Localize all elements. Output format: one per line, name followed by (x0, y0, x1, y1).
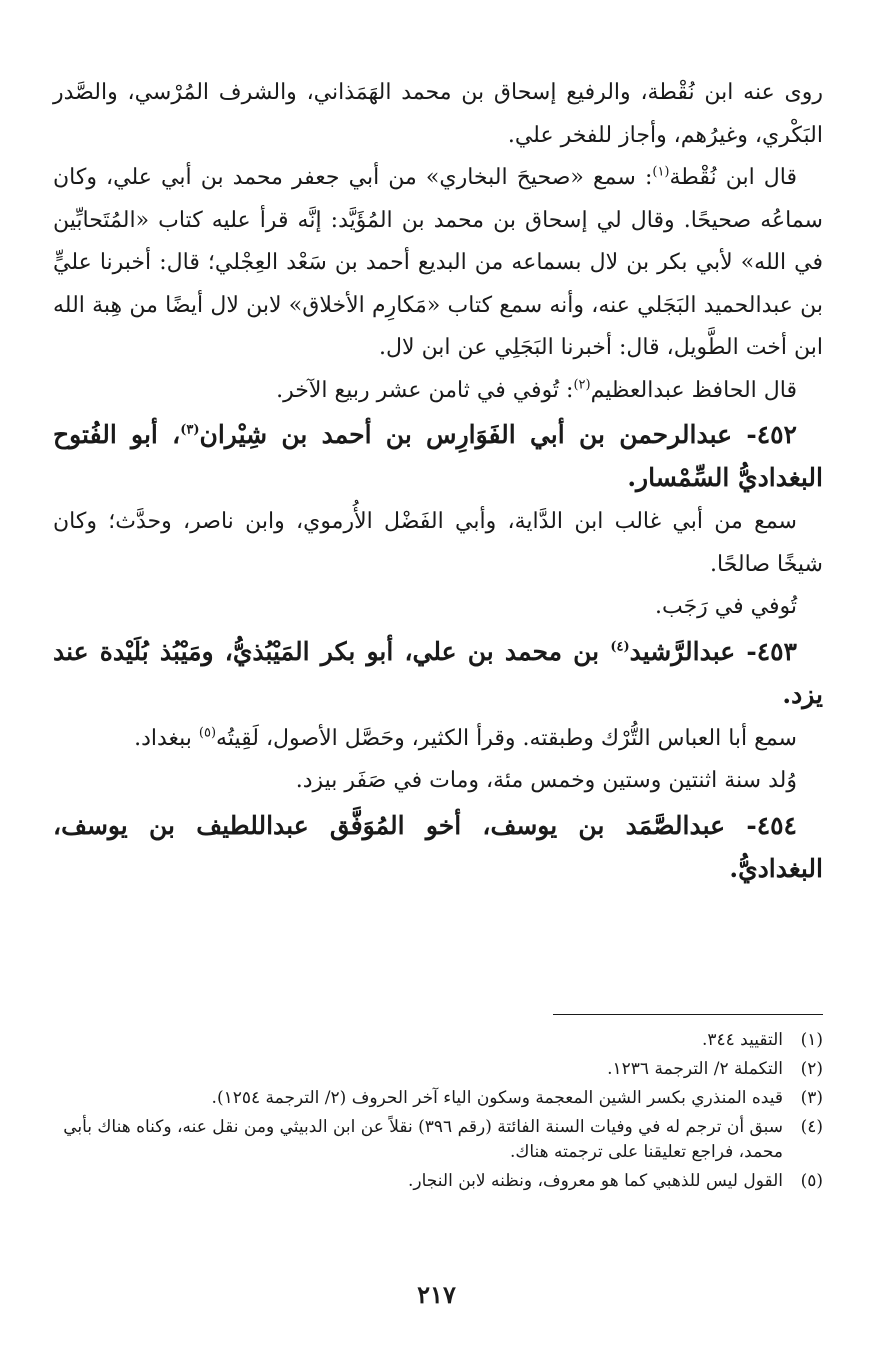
paragraph (53, 760, 823, 803)
paragraph-text: سمع من أبي غالب ابن الدَّاية، وأبي الفَضْل الأُرموي، وابن ناصر، وحدَّث؛ وكان شيخًا صالحًا. (53, 509, 823, 577)
footnote (53, 1169, 823, 1194)
paragraph (53, 501, 823, 586)
footnote-text: القول ليس للذهبي كما هو معروف، ونظنه لابن النجار. (408, 1171, 783, 1191)
footnote-ref: (٢) (573, 377, 591, 393)
entry-heading (53, 804, 823, 890)
page-number: ٢١٧ (417, 1280, 456, 1309)
paragraph-text: روى عنه ابن نُقْطة، والرفيع إسحاق بن محمد الهَمَذاني، والشرف المُرْسي، والصَّدر البَكْري، وغيرُهم، وأجاز للفخر علي. (53, 80, 823, 148)
footnote-ref: (١) (652, 164, 670, 180)
paragraph (53, 718, 823, 761)
footnote-text: التكملة ٢/ الترجمة ١٢٣٦. (607, 1059, 783, 1079)
paragraph-text: قال الحافظ عبدالعظيم (590, 377, 797, 403)
paragraph-text: : سمع «صحيحَ البخاري» من أبي جعفر محمد بن أبي علي، وكان سماعُه صحيحًا. وقال لي إسحاق بن محمد بن المُؤَيَّد: إنَّه قرأ عليه كتاب «المُتَحابِّين في الله» لأبي بكر بن لال بسماعه من البديع أحمد بن سَعْد العِجْلي؛ قال: أخبرنا عليٍّ بن عبدالحميد البَجَلي عنه، وأنه سمع كتاب «مَكارِم الأخلاق» لابن لال أيضًا من هِبة الله ابن أخت الطَّويل، قال: أخبرنا البَجَلِي عن ابن لال. (53, 165, 823, 360)
heading-text: ٤٥٣- عبدالرَّشيد (629, 636, 797, 666)
footnote-text: قيده المنذري بكسر الشين المعجمة وسكون الياء آخر الحروف (٢/ الترجمة ١٢٥٤). (211, 1088, 783, 1108)
footnote-number: (٥) (800, 1171, 823, 1191)
paragraph-text: وُلد سنة اثنتين وستين وخمس مئة، ومات في صَفَر بيزد. (295, 768, 797, 793)
footnote-ref: (٣) (180, 422, 200, 438)
footnote-text: سبق أن ترجم له في وفيات السنة الفائتة (رقم ٣٩٦) نقلاً عن ابن الدبيثي ومن نقل عنه، وكناه هناك بأبي محمد، فراجع تعليقنا على ترجمته هناك. (63, 1117, 783, 1162)
entry-heading (53, 630, 823, 716)
paragraph-text: ببغداد. (134, 725, 199, 751)
paragraph-text: : تُوفي في ثامن عشر ربيع الآخر. (276, 377, 574, 403)
paragraph (53, 72, 823, 157)
paragraph-text: قال ابن نُقْطة (669, 165, 797, 190)
footnote-text: التقييد ٣٤٤. (701, 1030, 783, 1050)
footnotes (53, 1028, 823, 1198)
heading-text: ٤٥٤- عبدالصَّمَد بن يوسف، أخو المُوَفَّق عبداللطيف بن يوسف، البغداديُّ. (53, 810, 823, 883)
footnote-number: (١) (800, 1030, 823, 1050)
footnote (53, 1115, 823, 1165)
paragraph-text: سمع أبا العباس التُّرْك وطبقته. وقرأ الكثير، وحَصَّل الأصول، لَقِيتُه (216, 725, 797, 751)
footnote (53, 1086, 823, 1111)
heading-text: ٤٥٢- عبدالرحمن بن أبي الفَوَارِس بن أحمد بن شِيْران (199, 420, 797, 449)
footnote-separator (553, 1014, 823, 1015)
footnote-number: (٤) (800, 1117, 823, 1137)
heading-text: ، أبو الفُتوح البغداديُّ السِّمْسار. (53, 420, 823, 492)
paragraph (53, 586, 823, 629)
footnote-number: (٣) (800, 1088, 823, 1108)
footnote-number: (٢) (800, 1059, 823, 1079)
footnote (53, 1028, 823, 1053)
main-text (53, 72, 823, 892)
entry-heading (53, 413, 823, 499)
paragraph-text: تُوفي في رَجَب. (654, 594, 797, 619)
paragraph (53, 370, 823, 413)
footnote-ref: (٥) (198, 725, 217, 741)
footnote-ref: (٤) (610, 639, 630, 655)
heading-text: بن محمد بن علي، أبو بكر المَيْبُذيُّ، ومَيْبُذ بُلَيْدة عند يزد. (53, 636, 823, 709)
footnote (53, 1057, 823, 1082)
paragraph (53, 157, 823, 370)
